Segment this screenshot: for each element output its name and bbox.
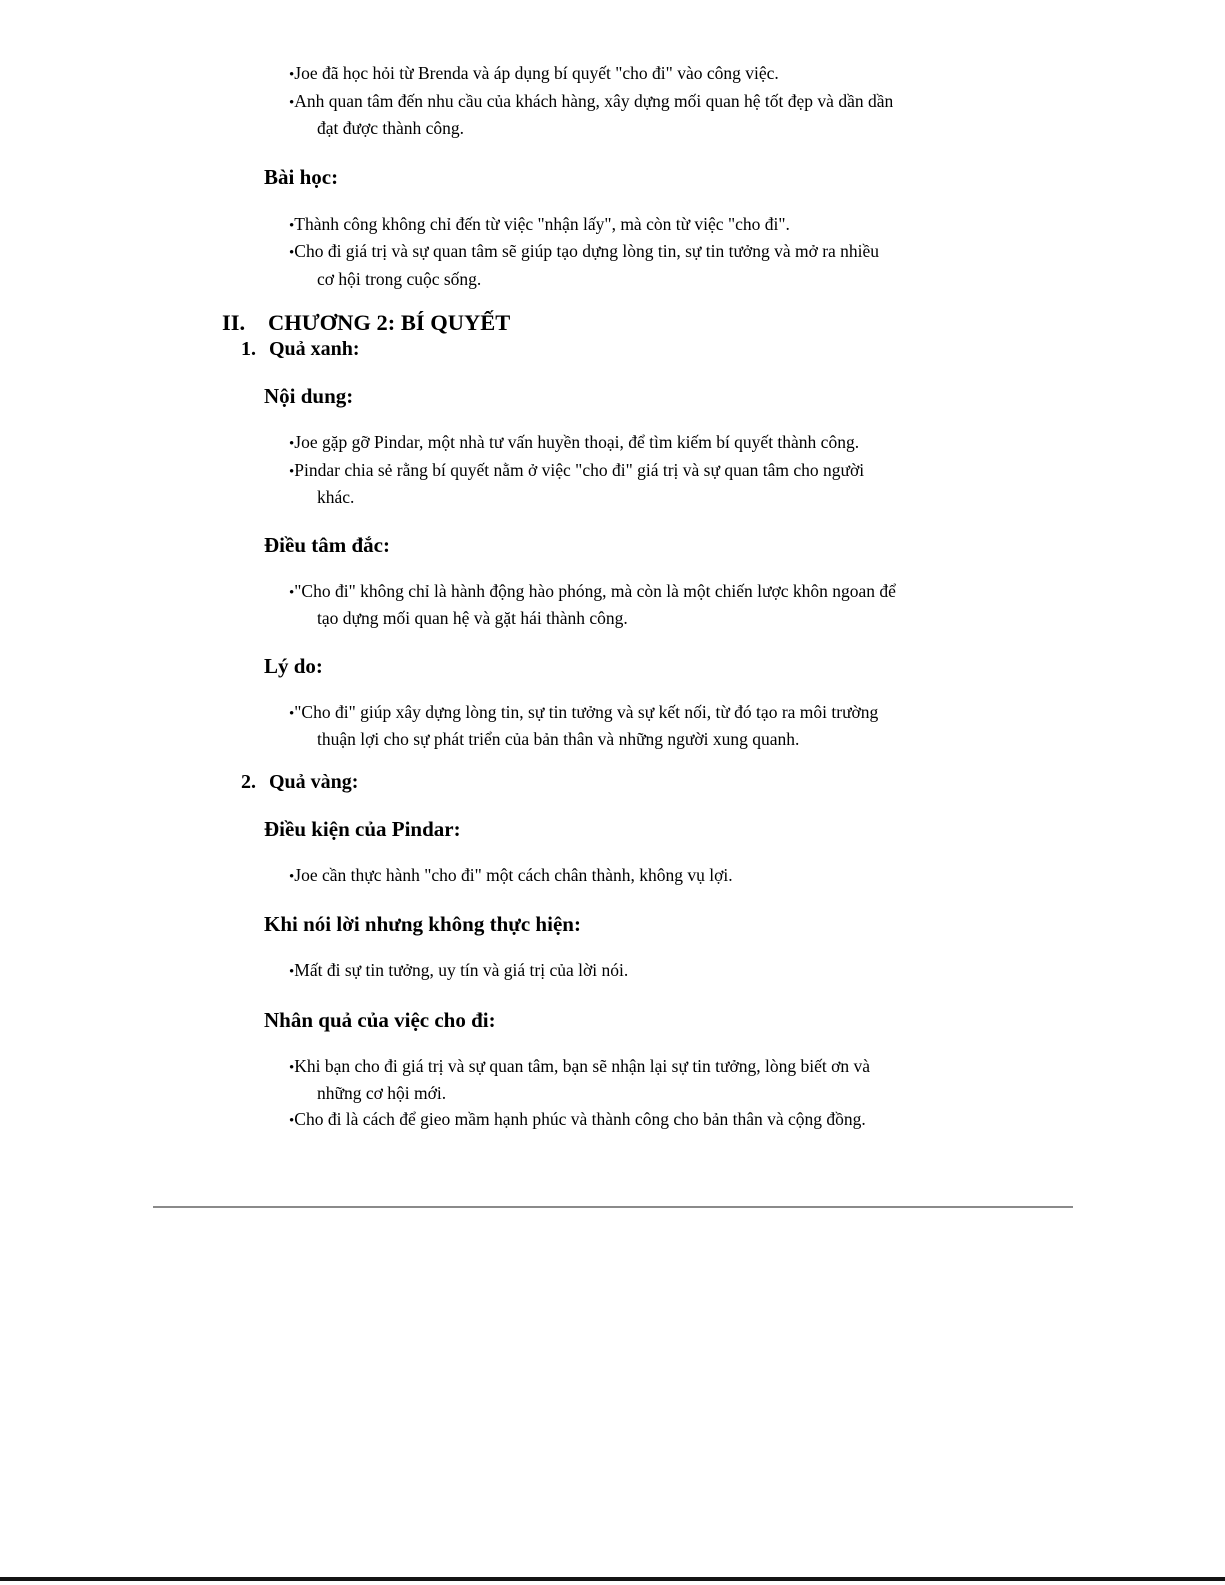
- numbered-heading: [241, 769, 1225, 795]
- page-break-bar: [0, 1577, 1225, 1581]
- bullet-marker: •: [289, 67, 295, 83]
- item-title: Quả vàng:: [269, 770, 359, 793]
- bullet-item: [289, 1054, 1225, 1082]
- bullet-marker: •: [289, 463, 295, 480]
- bullet-text: Joe cần thực hành "cho đi" một cách chân thành, không vụ lợi.: [294, 864, 733, 885]
- bullet-text: Anh quan tâm đến nhu cầu của khách hàng, xây dựng mối quan hệ tốt đẹp và dần dần: [294, 90, 894, 111]
- bullet-text: Joe gặp gỡ Pindar, một nhà tư vấn huyền thoại, để tìm kiếm bí quyết thành công.: [294, 432, 860, 452]
- horizontal-rule: [153, 1206, 1073, 1208]
- item-number: 1.: [241, 338, 256, 360]
- chapter-heading: [222, 309, 1225, 336]
- bullet-item: [289, 89, 1225, 117]
- bullet-item: [289, 700, 1225, 728]
- section-subheading: Khi nói lời nhưng không thực hiện:: [264, 912, 581, 936]
- section-subheading: Bài học:: [264, 164, 339, 189]
- bullet-text-continuation: đạt được thành công.: [317, 118, 465, 138]
- bullet-text-continuation: cơ hội trong cuộc sống.: [317, 268, 482, 289]
- bullet-item: [289, 239, 1225, 267]
- section-subheading: Lý do:: [264, 653, 323, 678]
- bullet-text: "Cho đi" giúp xây dựng lòng tin, sự tin tưởng và sự kết nối, từ đó tạo ra môi trường: [294, 701, 879, 722]
- bullet-item: [289, 458, 1225, 486]
- section-subheading: Điều kiện của Pindar:: [264, 816, 461, 841]
- bullet-item: [289, 579, 1225, 607]
- bullet-item: [289, 958, 1225, 986]
- bullet-marker: •: [289, 868, 295, 885]
- bullet-text: "Cho đi" không chỉ là hành động hào phóng, mà còn là một chiến lược khôn ngoan để: [294, 580, 896, 601]
- item-number: 2.: [241, 770, 256, 793]
- bullet-text: Cho đi là cách để gieo mầm hạnh phúc và thành công cho bản thân và cộng đồng.: [294, 1108, 866, 1129]
- bullet-item: [289, 430, 1225, 458]
- bullet-text-continuation: tạo dựng mối quan hệ và gặt hái thành công.: [317, 608, 628, 628]
- bullet-text-continuation: thuận lợi cho sự phát triển của bản thân và những người xung quanh.: [317, 729, 800, 749]
- section-subheading: Điều tâm đắc:: [264, 532, 390, 557]
- chapter-title: CHƯƠNG 2: BÍ QUYẾT: [268, 310, 511, 335]
- bullet-text-continuation: những cơ hội mới.: [317, 1083, 447, 1103]
- bullet-text: Joe đã học hỏi từ Brenda và áp dụng bí quyết "cho đi" vào công việc.: [294, 63, 779, 83]
- bullet-marker: •: [289, 94, 295, 111]
- bullet-marker: •: [289, 705, 295, 722]
- bullet-marker: •: [289, 1059, 295, 1076]
- bullet-marker: •: [289, 1112, 295, 1129]
- bullet-text: Mất đi sự tin tưởng, uy tín và giá trị của lời nói.: [294, 960, 629, 980]
- section-subheading: Nội dung:: [264, 384, 354, 408]
- bullet-item: [289, 863, 1225, 891]
- bullet-marker: •: [289, 964, 295, 980]
- bullet-item: [289, 212, 1225, 240]
- bullet-marker: •: [289, 436, 295, 452]
- bullet-text: Pindar chia sẻ rằng bí quyết nằm ở việc "cho đi" giá trị và sự quan tâm cho người: [294, 459, 865, 480]
- bullet-marker: •: [289, 245, 295, 261]
- bullet-text: Cho đi giá trị và sự quan tâm sẽ giúp tạo dựng lòng tin, sự tin tưởng và mở ra nhiều: [294, 241, 880, 261]
- bullet-marker: •: [289, 584, 295, 601]
- bullet-text: Khi bạn cho đi giá trị và sự quan tâm, bạn sẽ nhận lại sự tin tưởng, lòng biết ơn và: [294, 1055, 871, 1076]
- bullet-text: Thành công không chỉ đến từ việc "nhận lấy", mà còn từ việc "cho đi".: [294, 213, 790, 234]
- bullet-item: [289, 61, 1225, 89]
- numbered-heading: [241, 336, 1225, 362]
- chapter-number: II.: [222, 310, 246, 335]
- bullet-marker: •: [289, 217, 295, 234]
- bullet-text-continuation: khác.: [317, 487, 355, 507]
- item-title: Quả xanh:: [269, 338, 360, 360]
- section-subheading: Nhân quả của việc cho đi:: [264, 1007, 496, 1032]
- bullet-item: [289, 1107, 1225, 1135]
